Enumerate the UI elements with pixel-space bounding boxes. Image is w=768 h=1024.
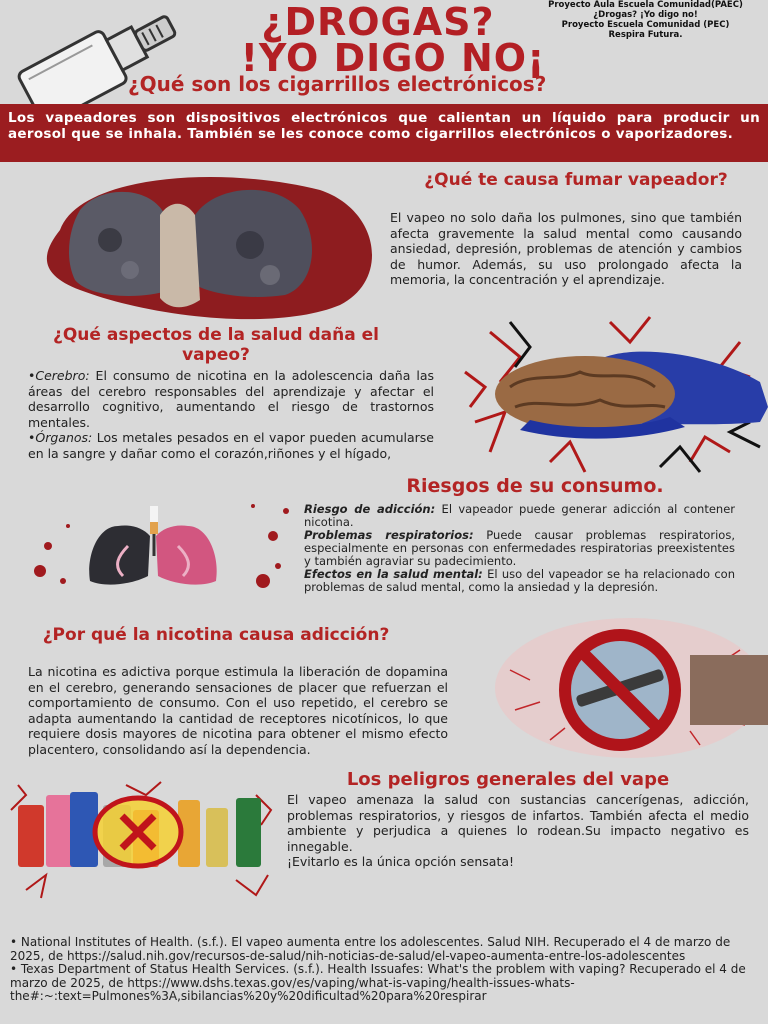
project-line: Proyecto Escuela Comunidad (PEC) — [561, 20, 730, 30]
health-item-text: Los metales pesados en el vapor pueden acumularse en la sangre y dañar como el corazón,riñones y el hígado, — [28, 430, 434, 461]
risk-item-respiratory — [304, 529, 735, 568]
risk-item-text: Puede causar problemas respiratorios, especialmente en personas con enfermedades respiratorias preexistentes y también agraviar su padecimiento. — [304, 528, 735, 568]
risk-item-label: Problemas respiratorios: — [304, 528, 474, 542]
health-item-organs: •Órganos: Los metales pesados en el vapor pueden acumularse en la sangre y dañar como el corazón,riñones y el hígado, — [28, 430, 434, 461]
risks-heading: Riesgos de su consumo. — [406, 475, 664, 497]
page-title-line2: !YO DIGO NO¡ — [240, 36, 546, 80]
health-item-text: El consumo de nicotina en la adolescencia daña las áreas del cerebro responsables del aprendizaje y afectar el desarrollo cognitivo, aumentando el riesgo de trastornos mentales. — [28, 368, 434, 430]
risk-item-label: Efectos en la salud mental: — [304, 567, 483, 581]
references — [10, 936, 758, 1004]
project-line: Respira Futura. — [608, 30, 683, 40]
risk-item-text: El vapeador puede generar adicción al contener nicotina. — [304, 502, 735, 529]
brain-in-gloved-hand-photo — [460, 312, 768, 477]
risk-item-label: Riesgo de adicción: — [304, 502, 436, 516]
risk-item-text: El uso del vapeador se ha relacionado con problemas de salud mental, como la ansiedad y la depresión. — [304, 567, 736, 594]
intro-banner-text: Los vapeadores son dispositivos electrónicos que calientan un líquido para producir un aerosol que se inhala. También se les conoce como cigarrillos electrónicos o vaporizadores. — [8, 110, 760, 142]
risks-list — [304, 503, 735, 594]
nicotine-heading: ¿Por qué la nicotina causa adicción? — [42, 625, 390, 645]
dangers-closing: ¡Evitarlo es la única opción sensata! — [287, 854, 515, 869]
project-line: ¿Drogas? ¡Yo digo no! — [593, 10, 698, 20]
page-subtitle: ¿Qué son los cigarrillos electrónicos? — [128, 72, 547, 96]
health-item-label: Cerebro: — [35, 368, 90, 383]
nicotine-body: La nicotina es adictiva porque estimula la liberación de dopamina en el cerebro, generando sensaciones de placer que refuerzan el comportamiento de consumo. Con el uso repetido, el cerebro se adapta aumentando la cantidad de receptores nicotínicos, lo que requiere dosis mayores de nicotina para obtener el mismo efecto placentero, consolidando así la dependencia. — [28, 664, 448, 757]
dangers-body — [287, 792, 749, 870]
risk-item-mental — [304, 568, 735, 594]
health-heading: ¿Qué aspectos de la salud daña el vapeo? — [52, 325, 379, 365]
vape-products-crossed-out — [6, 780, 278, 900]
health-list — [28, 368, 434, 461]
health-item-label: Órganos: — [35, 430, 93, 445]
damaged-lungs-photo — [20, 170, 390, 320]
page-title-line1: ¿DROGAS? — [261, 0, 495, 44]
reference-item: • National Institutes of Health. (s.f.). El vapeo aumenta entre los adolescentes. Salud NIH. Recuperado el 4 de marzo de 2025, de https://salud.nih.gov/recursos-de-salud/nih-noticias-de-salud/el-vapeo-aumenta-entre-los-adolescentes — [10, 935, 731, 963]
reference-item: • Texas Department of Status Health Services. (s.f.). Health Issuafes: What's the problem with vaping? Recuperado el 4 de marzo de 2025, de https://www.dshs.texas.gov/es/vaping/what-is-vaping/health-issues-whats-the#:~:text=Pulmones%3A,sibilancias%20y%20dificultad%20para%20respirar — [10, 962, 746, 1003]
dangers-heading: Los peligros generales del vape — [346, 769, 670, 790]
health-item-brain: •Cerebro: El consumo de nicotina en la adolescencia daña las áreas del cerebro responsables del aprendizaje y afectar el desarrollo cognitivo, aumentando el riesgo de trastornos mentales. — [28, 368, 434, 430]
risk-item-addiction — [304, 503, 735, 529]
effects-body: El vapeo no solo daña los pulmones, sino que también afecta gravemente la salud mental como causando ansiedad, depresión, problemas de atención y cambios de humor. Además, su uso prolongado afecta la memoria, la concentración y el aprendizaje. — [390, 210, 742, 287]
no-vaping-sign — [490, 610, 768, 760]
lungs-with-cigarette-illustration — [28, 496, 298, 596]
project-line: Proyecto Aula Escuela Comunidad(PAEC) — [548, 0, 743, 10]
dangers-text: El vapeo amenaza la salud con sustancias cancerígenas, adicción, problemas respiratorios, y riesgos de infartos. También afecta el medio ambiente y perjudica a quienes lo rodean.Su impacto negativo es innegable. — [287, 792, 749, 854]
project-info — [528, 0, 763, 40]
effects-heading: ¿Qué te causa fumar vapeador? — [424, 170, 728, 190]
